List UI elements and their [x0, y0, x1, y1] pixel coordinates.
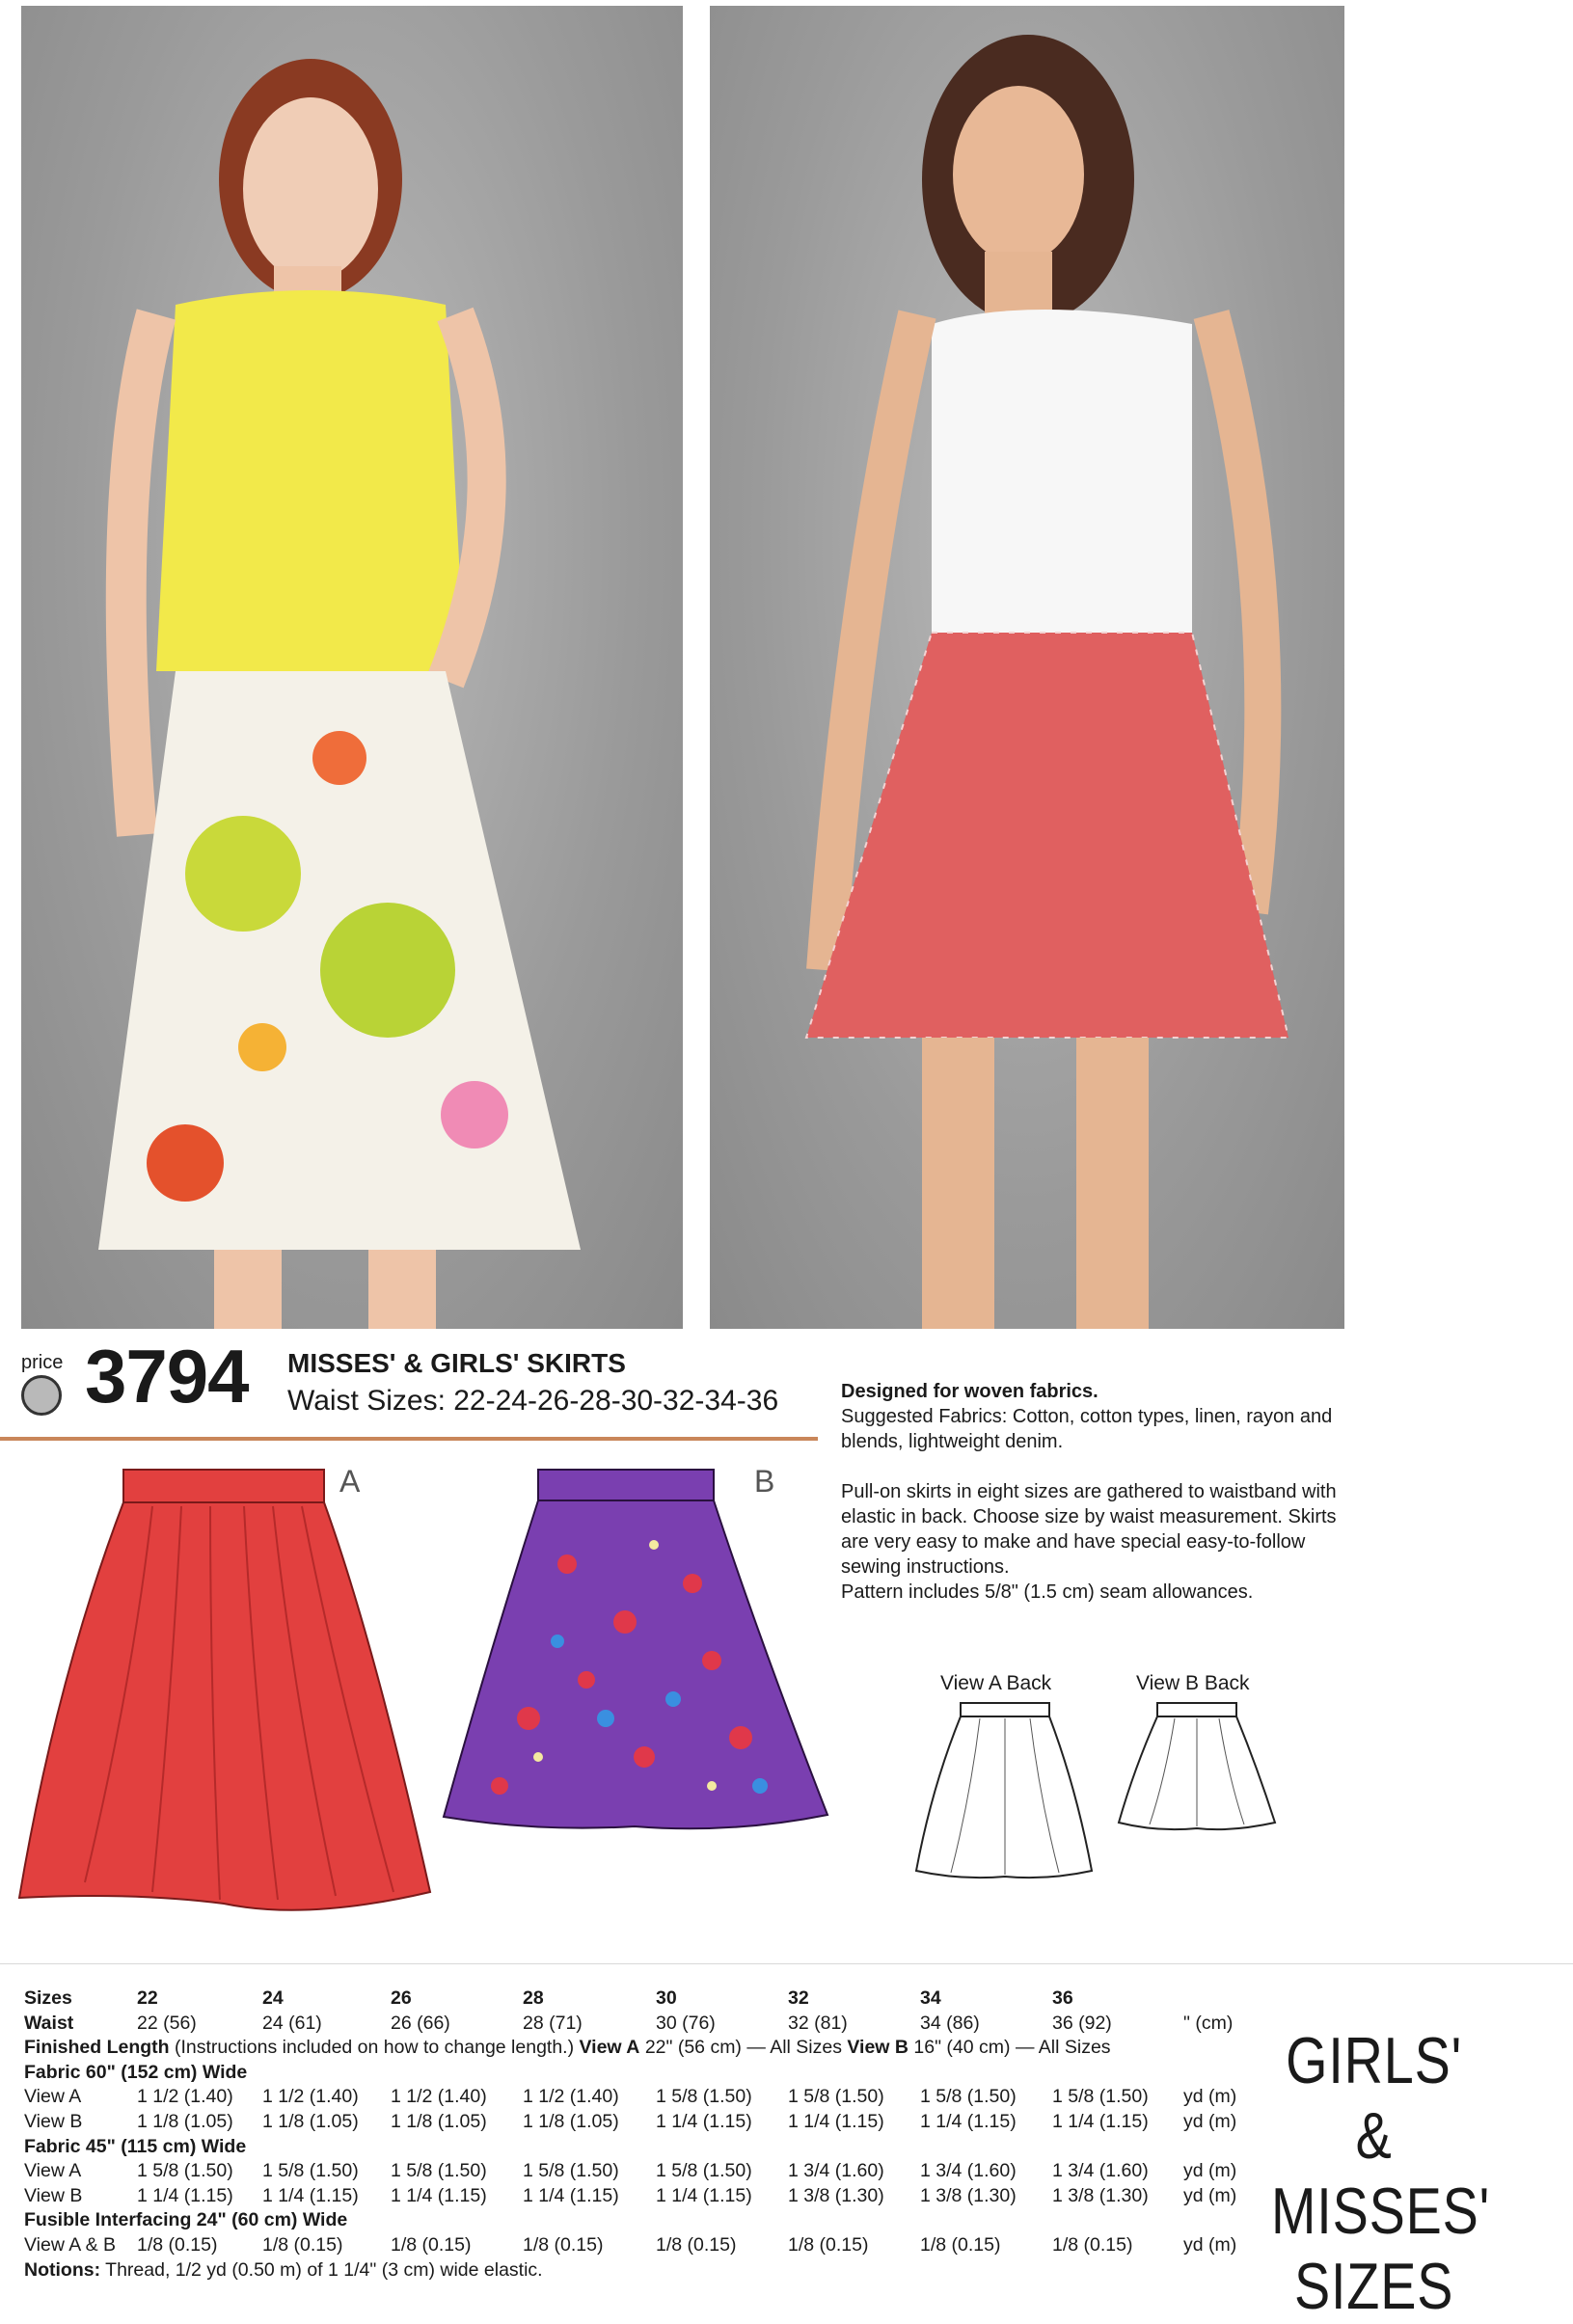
yd-unit: yd (m) — [1183, 2184, 1237, 2206]
yardage-cell: 1 1/4 (1.15) — [391, 2184, 487, 2206]
yardage-cell: 1 5/8 (1.50) — [523, 2160, 619, 2182]
badge-line-2: MISSES' — [1271, 2175, 1491, 2248]
size-cell: 28 — [523, 1987, 544, 2009]
price-label: price — [21, 1352, 64, 1373]
yardage-cell: 1 5/8 (1.50) — [656, 2086, 752, 2108]
yardage-cell: 1 1/4 (1.15) — [523, 2184, 619, 2206]
yardage-cell: 1 5/8 (1.50) — [788, 2086, 884, 2108]
yardage-cell: 1 1/4 (1.15) — [262, 2184, 359, 2206]
view-b-back-label: View B Back — [1136, 1672, 1250, 1694]
badge-line-3: SIZES — [1293, 2250, 1454, 2323]
yardage-cell: 1 1/2 (1.40) — [262, 2086, 359, 2108]
yardage-cell: 1 5/8 (1.50) — [656, 2160, 752, 2182]
sizes-label: Sizes — [24, 1987, 72, 2009]
size-cell: 30 — [656, 1987, 677, 2009]
waist-cell: 24 (61) — [262, 2012, 322, 2034]
seam-allowance-note: Pattern includes 5/8" (1.5 cm) seam allowances. — [841, 1581, 1254, 1603]
waist-cell: 22 (56) — [137, 2012, 197, 2034]
waist-cell: 30 (76) — [656, 2012, 716, 2034]
yd-unit: yd (m) — [1183, 2160, 1237, 2182]
size-cell: 24 — [262, 1987, 284, 2009]
size-cell: 22 — [137, 1987, 158, 2009]
yardage-cell: 1/8 (0.15) — [391, 2233, 472, 2256]
row-label: View A — [24, 2160, 82, 2182]
yardage-cell: 1 1/2 (1.40) — [523, 2086, 619, 2108]
yardage-cell: 1 1/8 (1.05) — [137, 2110, 233, 2132]
waist-unit: " (cm) — [1183, 2012, 1234, 2034]
yardage-cell: 1/8 (0.15) — [137, 2233, 218, 2256]
description-body: Pull-on skirts in eight sizes are gathered to waistband with elastic in back. Choose size by waist measurement. Skirts are very easy to make and have special easy-to-follow sewing instructions. — [841, 1481, 1337, 1578]
yardage-cell: 1 1/4 (1.15) — [656, 2184, 752, 2206]
waist-cell: 26 (66) — [391, 2012, 450, 2034]
skirt-view-b-illustration — [442, 1468, 829, 1834]
pattern-number: 3794 — [85, 1334, 249, 1419]
finished-length-view-b-label: View B — [847, 2037, 909, 2059]
pattern-title: MISSES' & GIRLS' SKIRTS — [287, 1348, 626, 1378]
row-label: View A — [24, 2086, 82, 2108]
size-cell: 36 — [1052, 1987, 1073, 2009]
yardage-cell: 1 3/4 (1.60) — [1052, 2160, 1149, 2182]
yardage-cell: 1 3/8 (1.30) — [920, 2184, 1017, 2206]
model-photo-view-a — [21, 6, 683, 1329]
price-code-dot — [21, 1375, 62, 1416]
designed-for: Designed for woven fabrics. — [841, 1381, 1098, 1402]
row-label: View A & B — [24, 2233, 117, 2256]
yardage-cell: 1 1/8 (1.05) — [523, 2110, 619, 2132]
view-a-back-label: View A Back — [940, 1672, 1052, 1694]
finished-length-view-a-label: View A — [579, 2037, 640, 2059]
waist-cell: 36 (92) — [1052, 2012, 1112, 2034]
model-photo-view-b — [710, 6, 1344, 1329]
yardage-cell: 1/8 (0.15) — [920, 2233, 1001, 2256]
suggested-fabrics: Suggested Fabrics: Cotton, cotton types, linen, rayon and blends, lightweight denim. — [841, 1406, 1333, 1452]
finished-length-note: (Instructions included on how to change length.) — [175, 2037, 575, 2059]
size-cell: 34 — [920, 1987, 941, 2009]
yardage-cell: 1 5/8 (1.50) — [391, 2160, 487, 2182]
yardage-cell: 1 1/8 (1.05) — [391, 2110, 487, 2132]
yardage-cell: 1/8 (0.15) — [656, 2233, 737, 2256]
yardage-cell: 1 5/8 (1.50) — [262, 2160, 359, 2182]
section-divider — [0, 1963, 1573, 1964]
waist-cell: 28 (71) — [523, 2012, 583, 2034]
finished-length-view-a: 22" (56 cm) — All Sizes — [644, 2037, 842, 2059]
view-a-letter: A — [339, 1464, 361, 1499]
notions-text: Thread, 1/2 yd (0.50 m) of 1 1/4" (3 cm) wide elastic. — [105, 2258, 543, 2281]
finished-length-label: Finished Length — [24, 2037, 170, 2059]
yd-unit: yd (m) — [1183, 2086, 1237, 2108]
yardage-cell: 1 3/8 (1.30) — [1052, 2184, 1149, 2206]
waist-cell: 32 (81) — [788, 2012, 848, 2034]
sizes-badge — [1271, 2023, 1491, 2324]
yardage-cell: 1 3/4 (1.60) — [788, 2160, 884, 2182]
yardage-cell: 1 3/8 (1.30) — [788, 2184, 884, 2206]
yardage-cell: 1 1/2 (1.40) — [391, 2086, 487, 2108]
accent-rule — [0, 1437, 818, 1441]
badge-line-1: GIRLS' & — [1286, 2024, 1463, 2173]
yardage-cell: 1 5/8 (1.50) — [920, 2086, 1017, 2108]
row-label: View B — [24, 2110, 83, 2132]
waist-sizes: Waist Sizes: 22-24-26-28-30-32-34-36 — [287, 1385, 779, 1417]
yardage-cell: 1/8 (0.15) — [262, 2233, 343, 2256]
interfacing-label: Fusible Interfacing 24" (60 cm) Wide — [24, 2209, 348, 2231]
view-b-back-drawing — [1115, 1701, 1279, 1832]
yardage-cell: 1 1/8 (1.05) — [262, 2110, 359, 2132]
yardage-cell: 1 1/4 (1.15) — [1052, 2110, 1149, 2132]
waist-cell: 34 (86) — [920, 2012, 980, 2034]
size-cell: 32 — [788, 1987, 809, 2009]
yardage-cell: 1 1/2 (1.40) — [137, 2086, 233, 2108]
view-a-back-drawing — [912, 1701, 1096, 1880]
yardage-cell: 1 5/8 (1.50) — [1052, 2086, 1149, 2108]
yardage-cell: 1/8 (0.15) — [523, 2233, 604, 2256]
yardage-cell: 1 1/4 (1.15) — [920, 2110, 1017, 2132]
notions-label: Notions: — [24, 2258, 101, 2281]
finished-length-view-b: 16" (40 cm) — All Sizes — [913, 2037, 1111, 2059]
yardage-cell: 1 1/4 (1.15) — [656, 2110, 752, 2132]
size-cell: 26 — [391, 1987, 412, 2009]
yardage-cell: 1 1/4 (1.15) — [137, 2184, 233, 2206]
fabric45-label: Fabric 45" (115 cm) Wide — [24, 2135, 247, 2157]
yardage-cell: 1/8 (0.15) — [1052, 2233, 1133, 2256]
waist-label: Waist — [24, 2012, 74, 2034]
skirt-view-a-illustration — [17, 1468, 432, 1913]
fabric60-label: Fabric 60" (152 cm) Wide — [24, 2061, 248, 2083]
yd-unit: yd (m) — [1183, 2233, 1237, 2256]
yd-unit: yd (m) — [1183, 2110, 1237, 2132]
yardage-cell: 1 5/8 (1.50) — [137, 2160, 233, 2182]
pattern-description — [841, 1379, 1352, 1630]
yardage-cell: 1 1/4 (1.15) — [788, 2110, 884, 2132]
yardage-cell: 1 3/4 (1.60) — [920, 2160, 1017, 2182]
row-label: View B — [24, 2184, 83, 2206]
view-b-letter: B — [754, 1464, 775, 1499]
yardage-cell: 1/8 (0.15) — [788, 2233, 869, 2256]
